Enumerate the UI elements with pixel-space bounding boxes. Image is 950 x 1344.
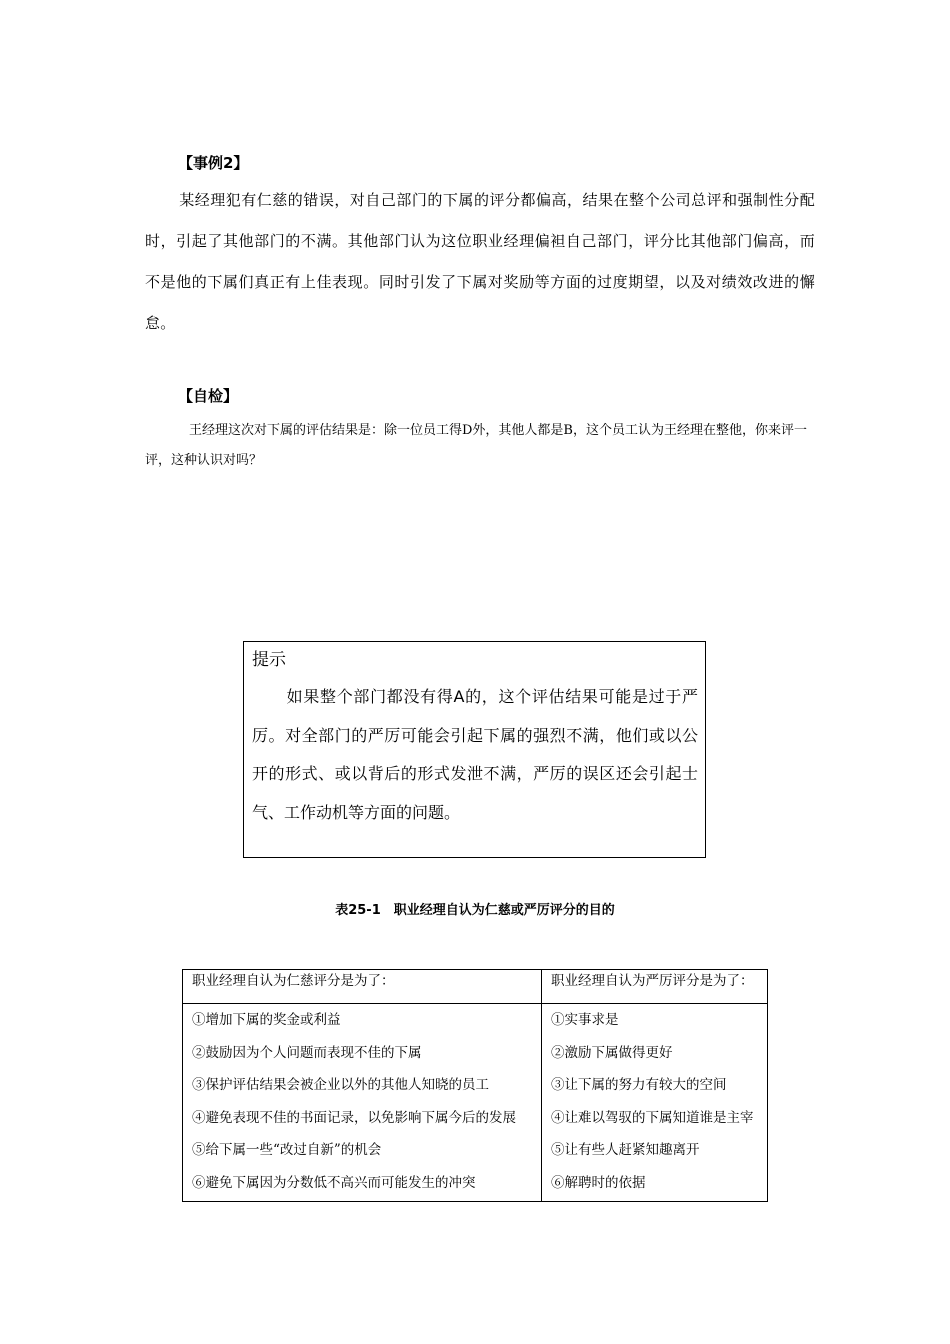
selfcheck-paragraph-text: 王经理这次对下属的评估结果是：除一位员工得D外，其他人都是B，这个员工认为王经理在整他，你来评一评，这种认识对吗？ <box>145 423 807 468</box>
case-heading: 【事例2】 <box>178 154 249 172</box>
case-paragraph <box>145 180 815 344</box>
tip-title: 提示 <box>252 650 286 670</box>
table-header-lenient: 职业经理自认为仁慈评分是为了： <box>183 970 542 1004</box>
selfcheck-paragraph <box>145 416 820 476</box>
list-item: ⑥避免下属因为分数低不高兴而可能发生的冲突 <box>192 1174 476 1191</box>
strict-list <box>542 1004 768 1202</box>
list-item: ④让难以驾驭的下属知道谁是主宰 <box>551 1109 754 1126</box>
tip-box <box>243 641 706 858</box>
lenient-list <box>183 1004 542 1202</box>
list-item: ③保护评估结果会被企业以外的其他人知晓的员工 <box>192 1077 489 1093</box>
list-item: ⑤让有些人赶紧知趣离开 <box>551 1142 700 1158</box>
list-item: ⑥解聘时的依据 <box>551 1174 646 1191</box>
selfcheck-heading: 【自检】 <box>178 387 239 405</box>
list-item: ②激励下属做得更好 <box>551 1044 673 1061</box>
list-item: ①实事求是 <box>551 1012 619 1028</box>
list-item: ⑤给下属一些“改过自新”的机会 <box>192 1142 382 1158</box>
list-item: ③让下属的努力有较大的空间 <box>551 1077 727 1093</box>
tip-text-body: 如果整个部门都没有得A的，这个评估结果可能是过于严厉。对全部门的严厉可能会引起下属的强烈不满，他们或以公开的形式、或以背后的形式发泄不满，严厉的误区还会引起士气、工作动机等方面的问题。 <box>252 687 698 822</box>
table-caption: 表25-1 职业经理自认为仁慈或严厉评分的目的 <box>335 903 615 918</box>
case-paragraph-text: 某经理犯有仁慈的错误，对自己部门的下属的评分都偏高，结果在整个公司总评和强制性分配时，引起了其他部门的不满。其他部门认为这位职业经理偏袒自己部门，评分比其他部门偏高，而不是他的下属们真正有上佳表现。同时引发了下属对奖励等方面的过度期望，以及对绩效改进的懈怠。 <box>145 191 815 332</box>
list-item: ①增加下属的奖金或利益 <box>192 1012 341 1028</box>
tip-text <box>252 678 698 832</box>
purpose-table <box>182 969 768 1202</box>
list-item: ②鼓励因为个人问题而表现不佳的下属 <box>192 1044 422 1061</box>
table-header-strict: 职业经理自认为严厉评分是为了： <box>542 970 768 1004</box>
list-item: ④避免表现不佳的书面记录，以免影响下属今后的发展 <box>192 1109 516 1126</box>
